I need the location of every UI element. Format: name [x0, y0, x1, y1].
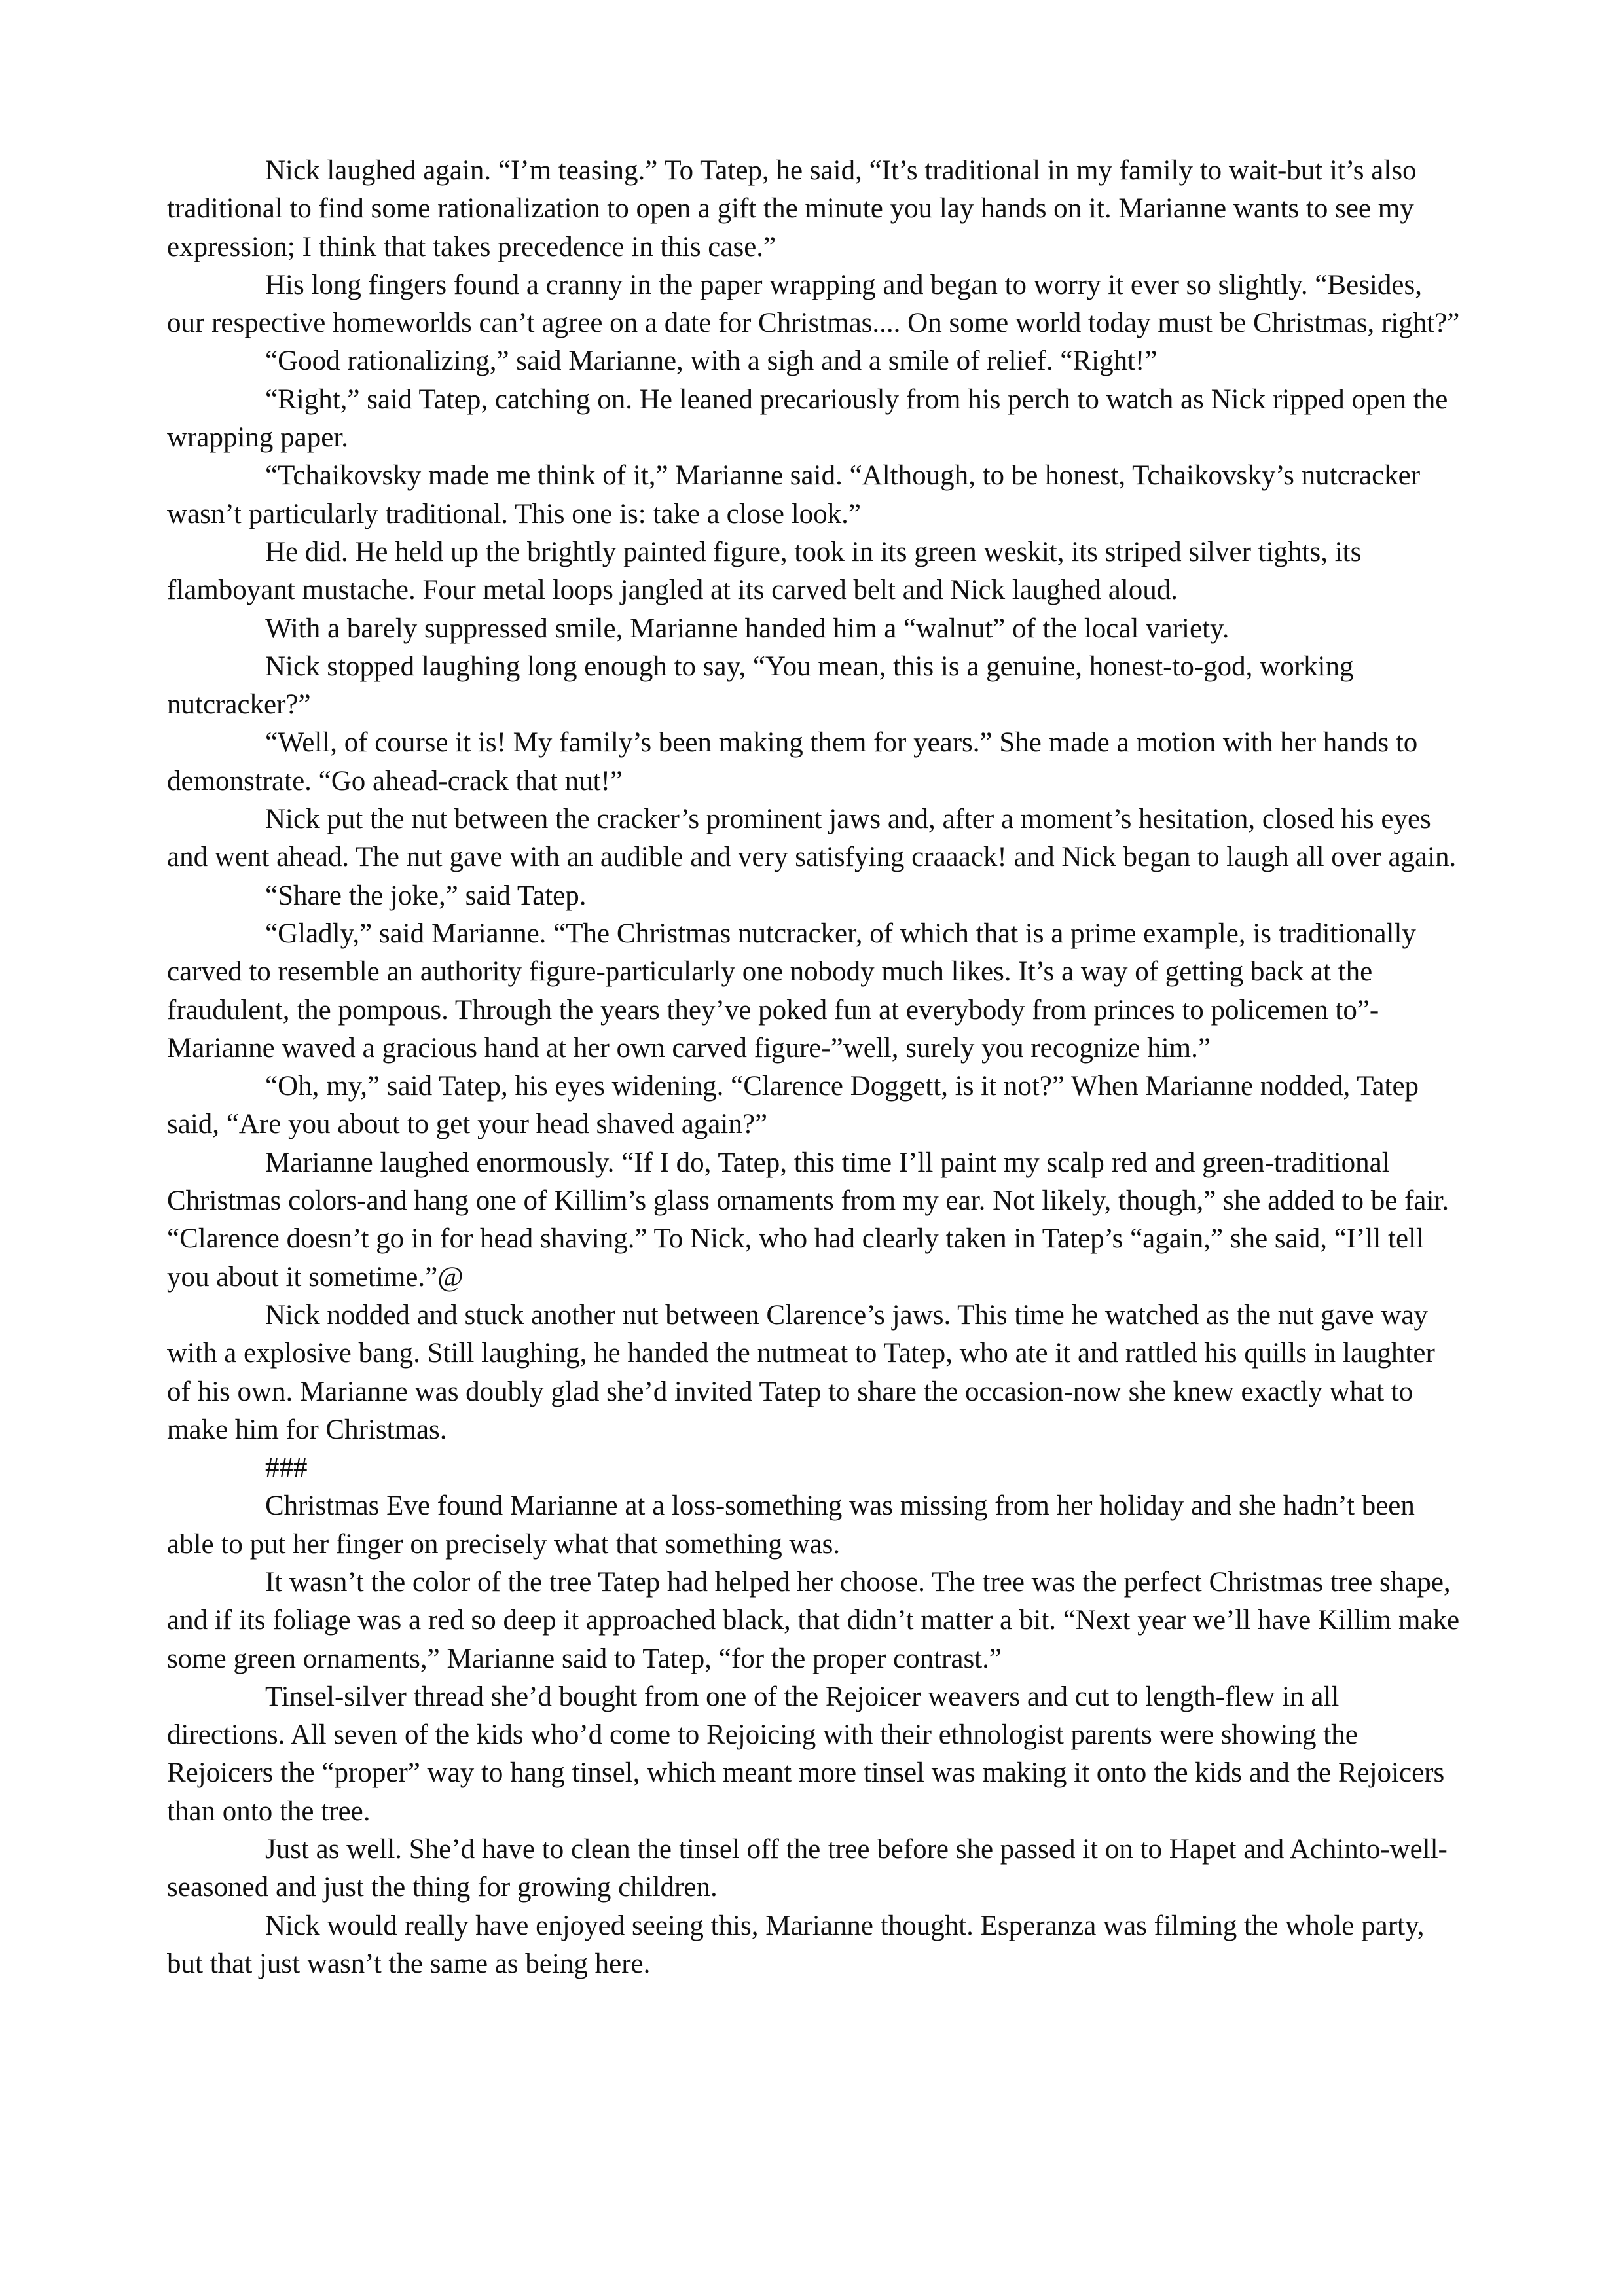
paragraph-2: His long fingers found a cranny in the paper wrapping and began to worry it ever so slightly. “Besides, our respective homeworlds can’t agree on a date for Christmas.... On some world today must be Christmas, right?”: [167, 269, 1460, 339]
paragraph-20: Just as well. She’d have to clean the tinsel off the tree before she passed it on to Hapet and Achinto-well-seasoned and just the thing for growing children.: [167, 1834, 1448, 1903]
paragraph-14: Marianne laughed enormously. “If I do, Tatep, this time I’ll paint my scalp red and green-traditional Christmas colors-and hang one of Killim’s glass ornaments from my ear. Not likely, though,” she added to be fair. “Clarence doesn’t go in for head shaving.” To Nick, who had clearly taken in Tatep’s “again,” she said, “I’ll tell you about it sometime.”@: [167, 1147, 1450, 1293]
paragraph-10: Nick put the nut between the cracker’s prominent jaws and, after a moment’s hesitation, closed his eyes and went ahead. The nut gave with an audible and very satisfying craaack! and Nick began to laugh all over again.: [167, 804, 1457, 873]
paragraph-5: “Tchaikovsky made me think of it,” Marianne said. “Although, to be honest, Tchaikovsky’s nutcracker wasn’t particularly traditional. This one is: take a close look.”: [167, 460, 1421, 529]
paragraph-3: “Good rationalizing,” said Marianne, with a sigh and a smile of relief. “Right!”: [265, 346, 1158, 377]
paragraph-8: Nick stopped laughing long enough to say, “You mean, this is a genuine, honest-to-god, working nutcracker?”: [167, 651, 1354, 721]
paragraph-15: Nick nodded and stuck another nut between Clarence’s jaws. This time he watched as the nut gave way with a explosive bang. Still laughing, he handed the nutmeat to Tatep, who ate it and rattled his quills in laughter of his own. Marianne was doubly glad she’d invited Tatep to share the occasion-now she knew exactly what to make him for Christmas.: [167, 1299, 1435, 1445]
paragraph-21: Nick would really have enjoyed seeing this, Marianne thought. Esperanza was filming the whole party, but that just wasn’t the same as being here.: [167, 1910, 1425, 1979]
paragraph-6: He did. He held up the brightly painted figure, took in its green weskit, its striped silver tights, its flamboyant mustache. Four metal loops jangled at its carved belt and Nick laughed aloud.: [167, 536, 1362, 606]
paragraph-12: “Gladly,” said Marianne. “The Christmas nutcracker, of which that is a prime example, is traditionally carved to resemble an authority figure-particularly one nobody much likes. It’s a way of getting back at the fraudulent, the pompous. Through the years they’ve poked fun at everybody from princes to policemen to”-Marianne waved a gracious hand at her own carved figure-”well, surely you recognize him.”: [167, 918, 1416, 1064]
paragraph-18: It wasn’t the color of the tree Tatep had helped her choose. The tree was the perfect Christmas tree shape, and if its foliage was a red so deep it approached black, that didn’t matter a bit. “Next year we’ll have Killim make some green ornaments,” Marianne said to Tatep, “for the proper contrast.”: [167, 1566, 1460, 1674]
paragraph-13: “Oh, my,” said Tatep, his eyes widening. “Clarence Doggett, is it not?” When Marianne nodded, Tatep said, “Are you about to get your head shaved again?”: [167, 1071, 1419, 1140]
paragraph-9: “Well, of course it is! My family’s been making them for years.” She made a motion with her hands to demonstrate. “Go ahead-crack that nut!”: [167, 727, 1418, 797]
paragraph-7: With a barely suppressed smile, Marianne handed him a “walnut” of the local variety.: [265, 613, 1230, 644]
paragraph-1: Nick laughed again. “I’m teasing.” To Tatep, he said, “It’s traditional in my family to wait-but it’s also traditional to find some rationalization to open a gift the minute you lay hands on it. Marianne wants to see my expression; I think that takes precedence in this case.”: [167, 155, 1417, 262]
paragraph-11: “Share the joke,” said Tatep.: [265, 880, 587, 911]
paragraph-4: “Right,” said Tatep, catching on. He leaned precariously from his perch to watch as Nick ripped open the wrapping paper.: [167, 384, 1448, 454]
paragraph-19: Tinsel-silver thread she’d bought from one of the Rejoicer weavers and cut to length-flew in all directions. All seven of the kids who’d come to Rejoicing with their ethnologist parents were showing the Rejoicers the “proper” way to hang tinsel, which meant more tinsel was making it onto the kids and the Rejoicers than onto the tree.: [167, 1681, 1445, 1827]
document-page: [167, 152, 1463, 1983]
scene-break: ###: [265, 1452, 308, 1484]
paragraph-17: Christmas Eve found Marianne at a loss-something was missing from her holiday and she hadn’t been able to put her finger on precisely what that something was.: [167, 1490, 1415, 1560]
